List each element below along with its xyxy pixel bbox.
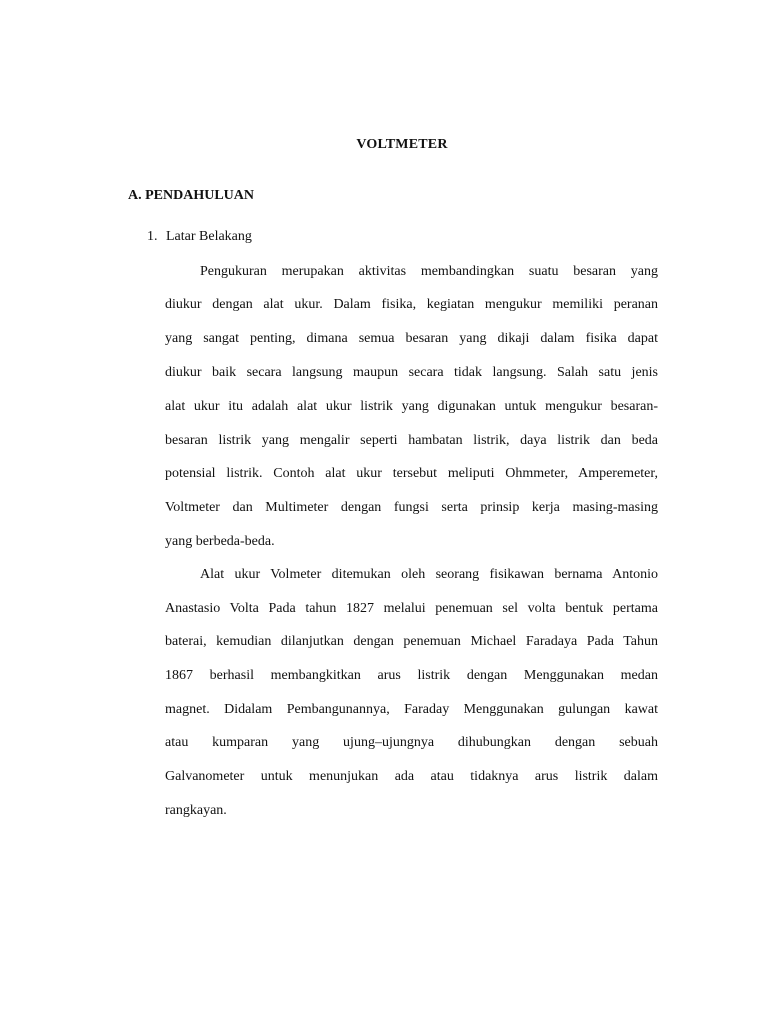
paragraph-line: diukur baik secara langsung maupun secara tidak langsung. Salah satu jenis — [165, 365, 658, 380]
paragraph-line: rangkayan. — [165, 803, 227, 818]
paragraph-line: Anastasio Volta Pada tahun 1827 melalui penemuan sel volta bentuk pertama — [165, 601, 658, 616]
paragraph-line: Voltmeter dan Multimeter dengan fungsi serta prinsip kerja masing-masing — [165, 500, 658, 515]
paragraph-line: baterai, kemudian dilanjutkan dengan penemuan Michael Faradaya Pada Tahun — [165, 634, 658, 649]
paragraph-line: Pengukuran merupakan aktivitas membandingkan suatu besaran yang — [200, 264, 658, 279]
paragraph-line: Alat ukur Volmeter ditemukan oleh seorang fisikawan bernama Antonio — [200, 567, 658, 582]
paragraph-line: diukur dengan alat ukur. Dalam fisika, kegiatan mengukur memiliki peranan — [165, 297, 658, 312]
paragraph-line: Galvanometer untuk menunjukan ada atau tidaknya arus listrik dalam — [165, 769, 658, 784]
paragraph-line: 1867 berhasil membangkitkan arus listrik dengan Menggunakan medan — [165, 668, 658, 683]
section-heading: A. PENDAHULUAN — [128, 188, 254, 203]
paragraph-line: alat ukur itu adalah alat ukur listrik yang digunakan untuk mengukur besaran- — [165, 399, 658, 414]
subsection-heading — [147, 229, 252, 245]
paragraph-line: besaran listrik yang mengalir seperti hambatan listrik, daya listrik dan beda — [165, 433, 658, 448]
paragraph-line: potensial listrik. Contoh alat ukur tersebut meliputi Ohmmeter, Amperemeter, — [165, 466, 658, 481]
subsection-number: 1. — [147, 229, 158, 244]
paragraph-line: atau kumparan yang ujung–ujungnya dihubungkan dengan sebuah — [165, 735, 658, 750]
paragraph-line: magnet. Didalam Pembangunannya, Faraday Menggunakan gulungan kawat — [165, 702, 658, 717]
paragraph-line: yang berbeda-beda. — [165, 534, 275, 549]
subsection-label: Latar Belakang — [166, 229, 252, 244]
paragraph-line: yang sangat penting, dimana semua besaran yang dikaji dalam fisika dapat — [165, 331, 658, 346]
document-title: VOLTMETER — [356, 137, 448, 152]
